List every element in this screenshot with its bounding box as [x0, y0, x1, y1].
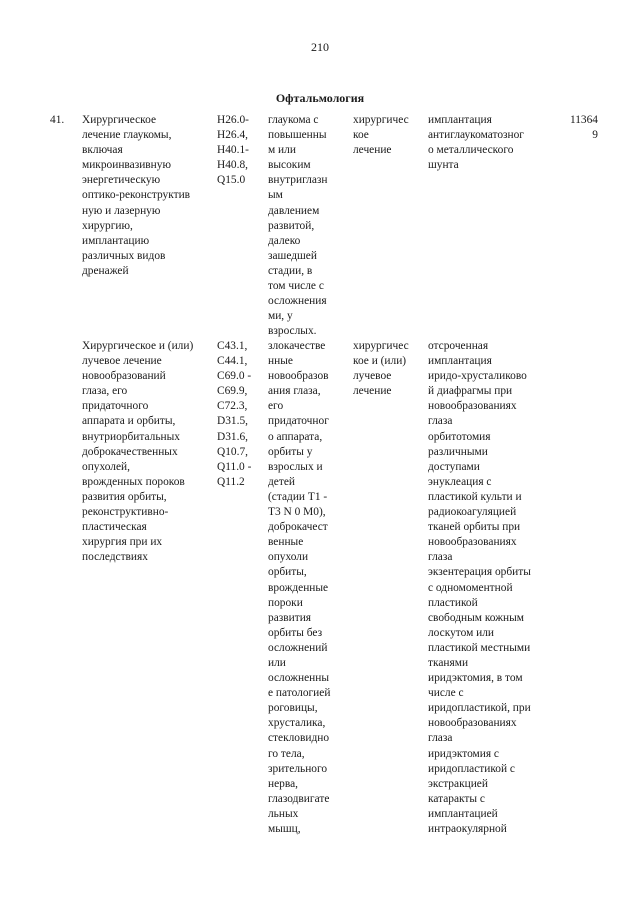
diagnosis-cell: злокачестве нные новообразов ания глаза, его придаточног о аппарата, орбиты у взрослых и детей (стадии T1 - T3 N 0 M0), доброкачест венные опухоли орбиты, врожденные пороки развития орбиты без осложнений или осложненны е патологией роговицы, хрусталика, стекловидно го тела, зрительного нерва, глазодвигате льных мышц, — [268, 340, 331, 835]
cost-cell: 11364 9 — [569, 114, 598, 142]
section-title: Офтальмология — [275, 91, 365, 105]
treatment-type-cell: хирургичес кое и (или) лучевое лечение — [353, 340, 409, 398]
codes-cell: C43.1, C44.1, C69.0 - C69.9, C72.3, D31.5, D31.6, Q10.7, Q11.0 - Q11.2 — [217, 340, 252, 488]
codes-cell: H26.0- H26.4, H40.1- H40.8, Q15.0 — [217, 114, 249, 187]
method-cell: отсроченная имплантация иридо-хрусталиково й диафрагмы при новообразованиях глаза орбитотомия различными доступами энуклеация с пластикой культи и радиокоагуляцией тканей орбиты при новообразованиях глаза экзентерация орбиты с одномоментной пластикой свободным кожным лоскутом или пластикой местными тканями иридэктомия, в том числе с иридопластикой, при новообразованиях глаза иридэктомия с иридопластикой с экстракцией катаракты с имплантацией интраокулярной — [428, 340, 531, 835]
method-cell: имплантация антиглаукоматозног о металлического шунта — [428, 114, 524, 172]
page-number: 210 — [311, 40, 329, 54]
procedure-cell: Хирургическое лечение глаукомы, включая микроинвазивную энергетическую оптико-реконструктив ную и лазерную хирургию, имплантацию различных видов дренажей — [82, 114, 191, 277]
row-number: 41. — [50, 114, 65, 126]
diagnosis-cell: глаукома с повышенны м или высоким внутриглазн ым давлением развитой, далеко зашедшей стадии, в том числе с осложнения ми, у взрослых. — [268, 114, 328, 338]
treatment-type-cell: хирургичес кое лечение — [353, 114, 409, 157]
procedure-cell: Хирургическое и (или) лучевое лечение новообразований глаза, его придаточного аппарата и орбиты, внутриорбитальных доброкачественных опухолей, врожденных пороков развития орбиты, реконструктивно- пластическая хирургия при их последствиях — [82, 340, 194, 564]
